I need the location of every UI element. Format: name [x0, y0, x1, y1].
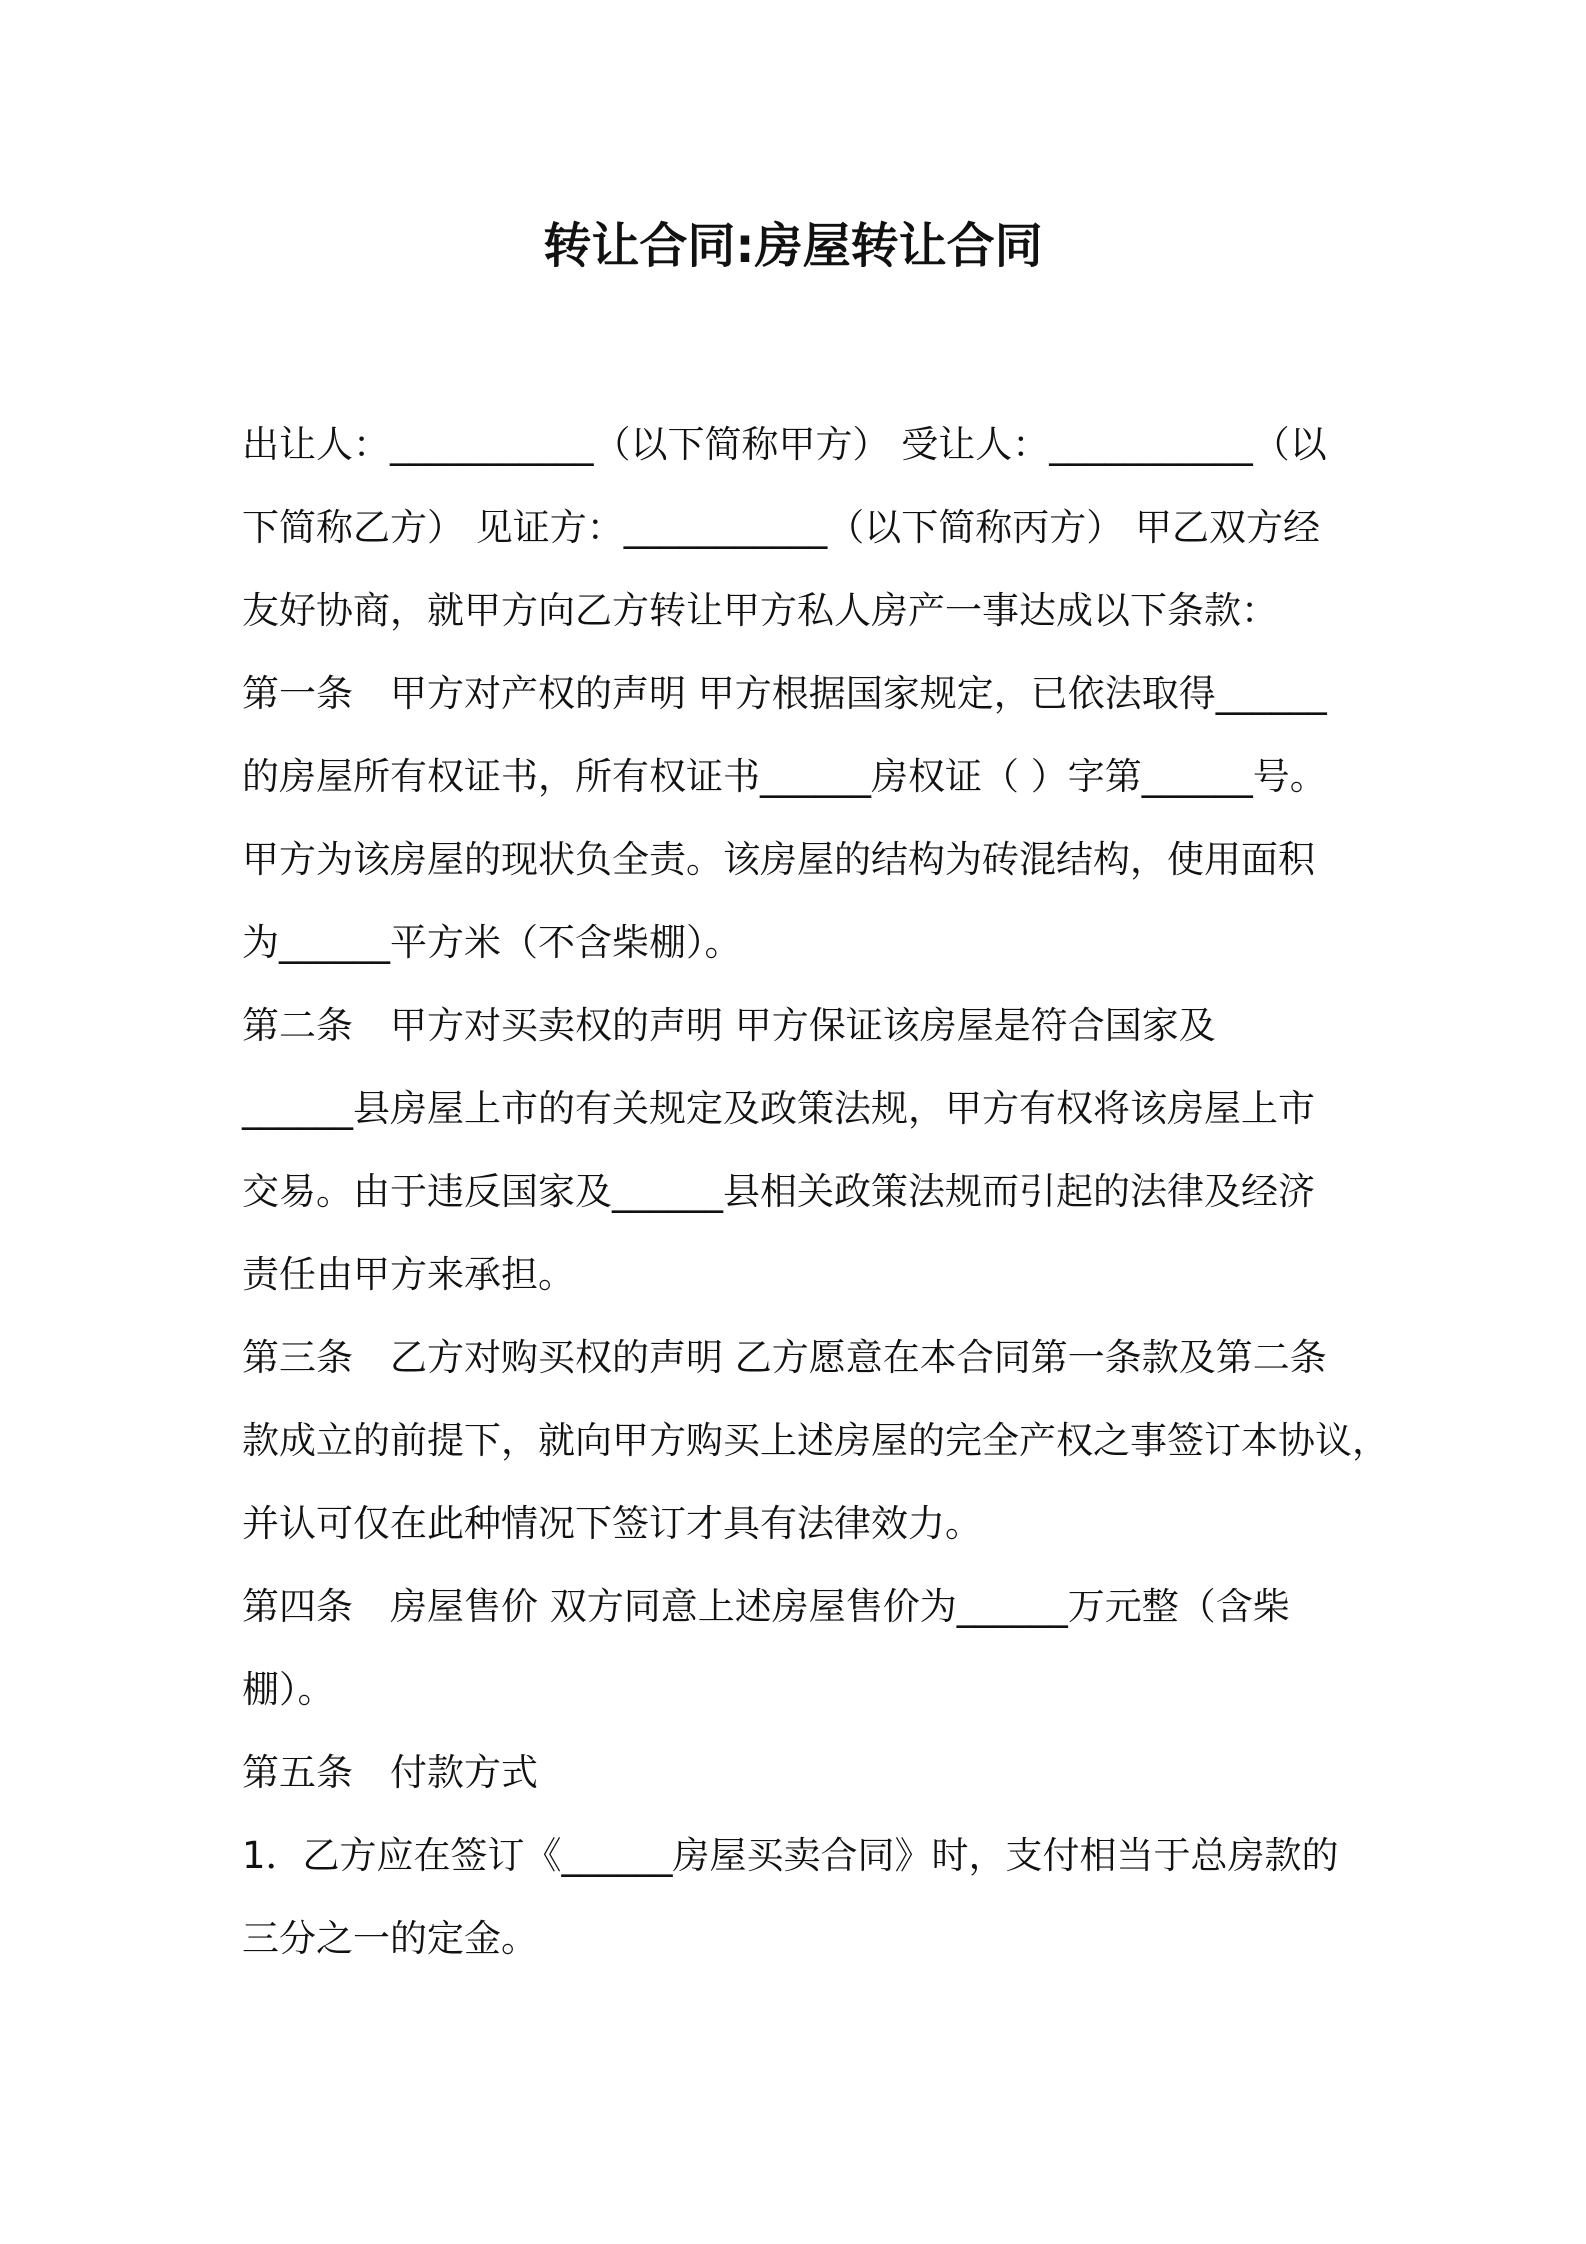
text-line: 第五条 付款方式	[242, 1751, 538, 1794]
text-line: 1．乙方应在签订《______房屋买卖合同》时，支付相当于总房款的	[242, 1834, 1339, 1877]
text-line: 棚）。	[242, 1668, 335, 1711]
text-line: 并认可仅在此种情况下签订才具有法律效力。	[242, 1502, 982, 1545]
text-line: 第二条 甲方对买卖权的声明 甲方保证该房屋是符合国家及	[242, 1004, 1216, 1047]
text-line: 第四条 房屋售价 双方同意上述房屋售价为______万元整（含柴	[242, 1585, 1290, 1628]
text-line: 第三条 乙方对购买权的声明 乙方愿意在本合同第一条款及第二条	[242, 1336, 1327, 1379]
text-line: 第一条 甲方对产权的声明 甲方根据国家规定，已依法取得______	[242, 672, 1327, 715]
text-line: 交易。由于违反国家及______县相关政策法规而引起的法律及经济	[242, 1170, 1315, 1213]
text-line: 友好协商，就甲方向乙方转让甲方私人房产一事达成以下条款：	[242, 589, 1278, 632]
text-line: 三分之一的定金。	[242, 1917, 538, 1960]
text-line: ______县房屋上市的有关规定及政策法规，甲方有权将该房屋上市	[242, 1087, 1315, 1130]
text-line: 为______平方米（不含柴棚）。	[242, 921, 742, 964]
text-line: 出让人：___________（以下简称甲方） 受让人：___________（以	[242, 423, 1327, 466]
contract-body	[242, 403, 1392, 1980]
document-title: 转让合同:房屋转让合同	[543, 218, 1043, 274]
text-line: 甲方为该房屋的现状负全责。该房屋的结构为砖混结构，使用面积	[242, 838, 1315, 881]
text-line: 款成立的前提下，就向甲方购买上述房屋的完全产权之事签订本协议，	[242, 1419, 1389, 1462]
text-line: 下简称乙方） 见证方：___________（以下简称丙方） 甲乙双方经	[242, 506, 1321, 549]
text-line: 责任由甲方来承担。	[242, 1253, 575, 1296]
text-line: 的房屋所有权证书，所有权证书______房权证（ ）字第______号。	[242, 755, 1327, 798]
